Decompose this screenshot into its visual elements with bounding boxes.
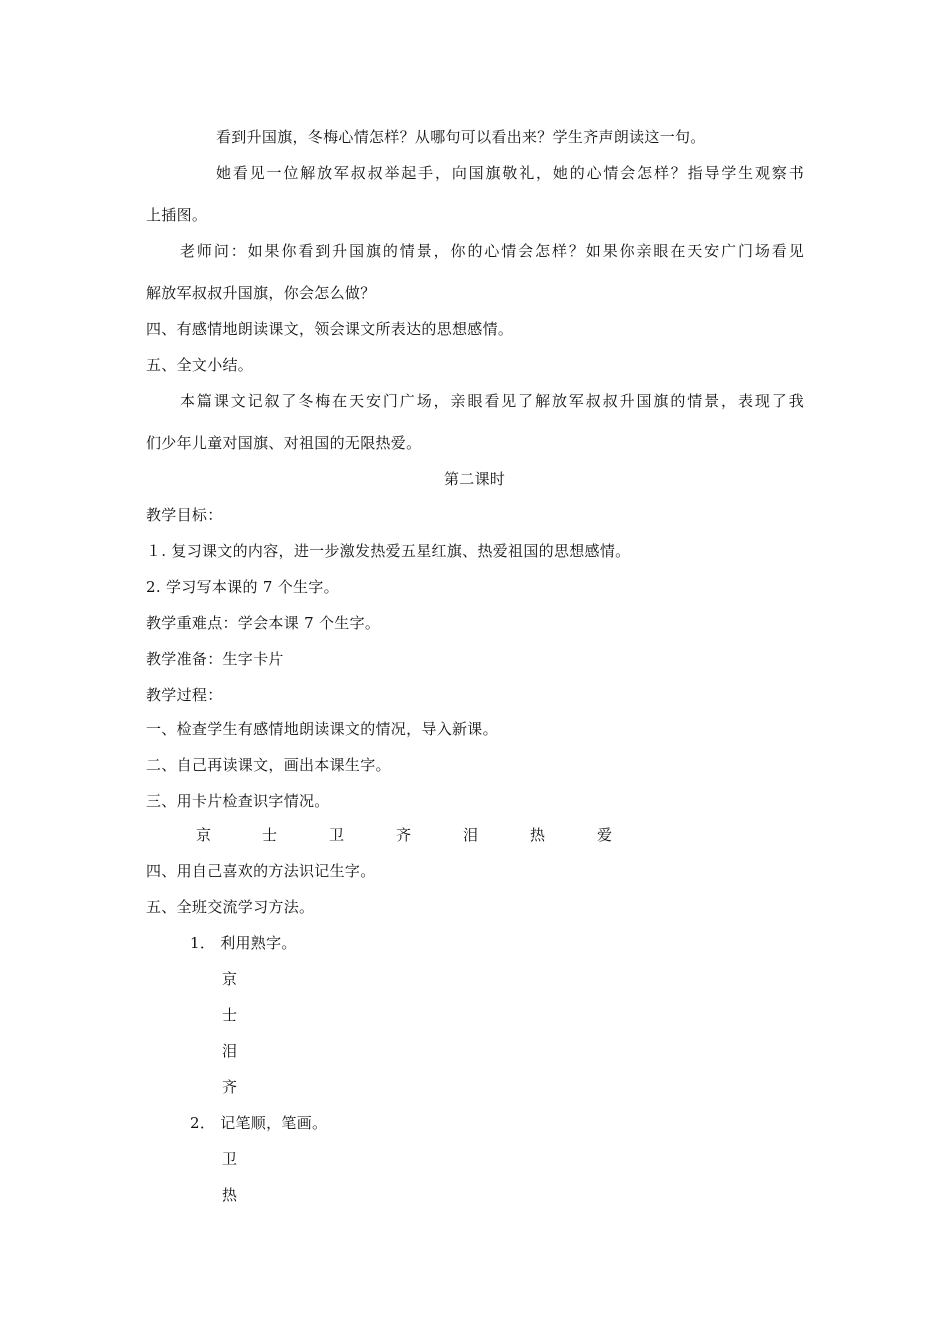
- summary-line2: 们少年儿童对国旗、对祖国的无限热爱。: [146, 434, 422, 452]
- paragraph-salute-line1: 她看见一位解放军叔叔举起手，向国旗敬礼，她的心情会怎样？指导学生观察书: [216, 164, 804, 182]
- character-card-row: [0, 826, 950, 846]
- process-step-3: 三、用卡片检查识字情况。: [146, 792, 330, 810]
- method-1-char: 京: [222, 970, 238, 988]
- method-2-char: 热: [222, 1186, 238, 1204]
- paragraph-salute-line2: 上插图。: [146, 206, 208, 224]
- method-2-heading: 2． 记笔顺，笔画。: [190, 1114, 328, 1132]
- section-five-heading: 五、全文小结。: [146, 356, 254, 374]
- character-card: 泪: [463, 826, 479, 844]
- goals-label: 教学目标：: [146, 506, 223, 524]
- preparation: 教学准备：生字卡片: [146, 650, 284, 668]
- method-1-heading: 1． 利用熟字。: [190, 934, 297, 952]
- goal-item-1: １. 复习课文的内容，进一步激发热爱五星红旗、热爱祖国的思想感情。: [146, 542, 631, 560]
- method-2-char: 卫: [222, 1150, 238, 1168]
- method-1-char: 齐: [222, 1078, 238, 1096]
- paragraph-teacher-question-line2: 解放军叔叔升国旗，你会怎么做？: [146, 284, 376, 302]
- character-card: 齐: [396, 826, 412, 844]
- key-points: 教学重难点：学会本课 7 个生字。: [146, 614, 381, 632]
- method-1-char: 士: [222, 1006, 238, 1024]
- character-card: 爱: [597, 826, 613, 844]
- process-step-4: 四、用自己喜欢的方法识记生字。: [146, 862, 376, 880]
- summary-line1: 本篇课文记叙了冬梅在天安门广场，亲眼看见了解放军叔叔升国旗的情景，表现了我: [180, 392, 804, 410]
- character-card: 士: [262, 826, 278, 844]
- process-label: 教学过程：: [146, 686, 223, 704]
- lesson-title: 第二课时: [444, 470, 506, 488]
- section-four-heading: 四、有感情地朗读课文，领会课文所表达的思想感情。: [146, 320, 514, 338]
- character-card: 热: [530, 826, 546, 844]
- process-step-1: 一、检查学生有感情地朗读课文的情况，导入新课。: [146, 720, 498, 738]
- character-card: 京: [196, 826, 212, 844]
- paragraph-observe-line: 看到升国旗，冬梅心情怎样？从哪句可以看出来？学生齐声朗读这一句。: [216, 128, 706, 146]
- process-step-2: 二、自己再读课文，画出本课生字。: [146, 756, 391, 774]
- paragraph-teacher-question-line1: 老师问：如果你看到升国旗的情景，你的心情会怎样？如果你亲眼在天安广门场看见: [180, 242, 804, 260]
- method-1-char: 泪: [222, 1042, 238, 1060]
- character-card: 卫: [329, 826, 345, 844]
- goal-item-2: 2. 学习写本课的 7 个生字。: [146, 578, 339, 596]
- process-step-5: 五、全班交流学习方法。: [146, 898, 315, 916]
